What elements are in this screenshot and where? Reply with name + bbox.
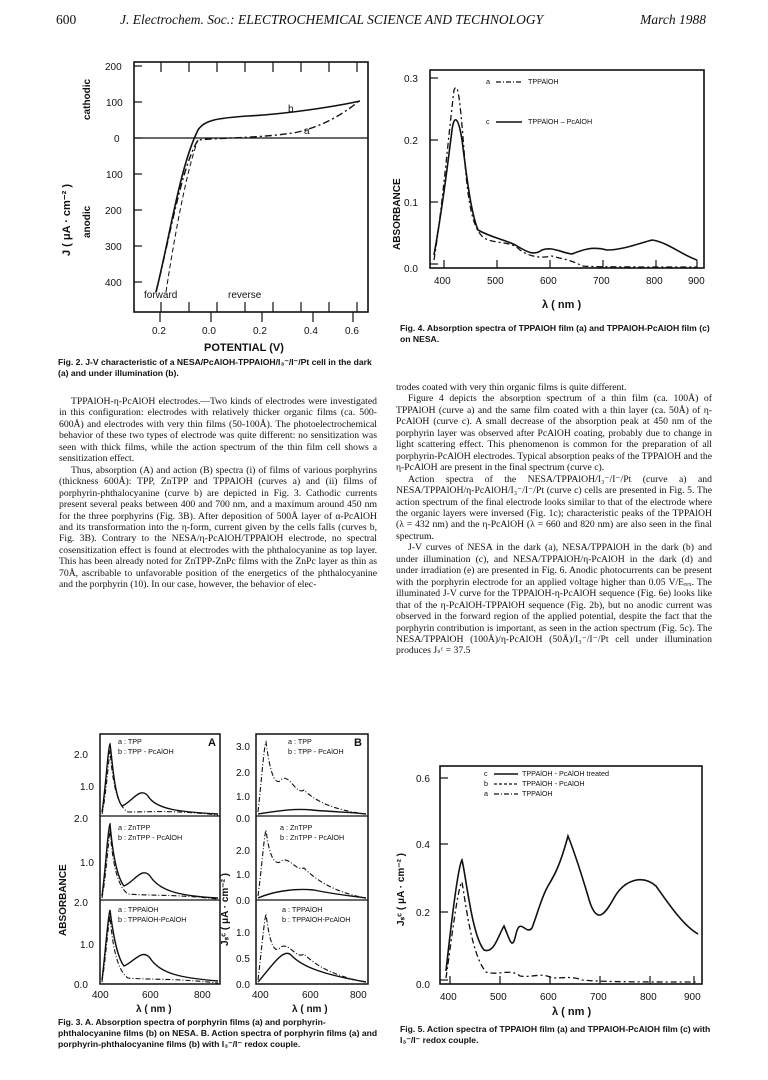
- fig5-ytick: 0.4: [416, 840, 430, 851]
- fig5-xtick: 800: [640, 992, 657, 1003]
- fig3-ytick: 1.0: [80, 782, 94, 793]
- fig2-label-a: a: [304, 126, 310, 137]
- fig3-xtick: 800: [194, 990, 211, 1001]
- fig5-legend-text: TPPAlOH - PcAlOH treated: [522, 769, 609, 778]
- page-number: 600: [56, 12, 77, 27]
- fig3-legend: a : TPP: [118, 737, 142, 746]
- fig2-ytick: 300: [105, 242, 122, 253]
- fig4-caption: Fig. 4. Absorption spectra of TPPAlOH film (a) and TPPAlOH-PcAlOH film (c) on NESA.: [400, 323, 710, 344]
- fig5-ytick: 0.0: [416, 980, 430, 991]
- fig5-xtick: 500: [490, 992, 507, 1003]
- fig2-ytick: 200: [105, 62, 122, 73]
- fig5-xtick: 900: [684, 992, 701, 1003]
- fig2-caption: Fig. 2. J-V characteristic of a NESA/PcAlOH-TPPAlOH/I₃⁻/I⁻/Pt cell in the dark (a) and under illumination (b).: [58, 357, 372, 378]
- fig4-xtick: 900: [688, 276, 705, 287]
- fig3-legend: a : ZnTPP: [280, 823, 313, 832]
- fig5-xtick: 400: [440, 992, 457, 1003]
- fig3-ytick: 2.0: [236, 768, 250, 779]
- fig3-legend: b : TPP - PcAlOH: [118, 747, 174, 756]
- fig3-ytick: 0.0: [236, 814, 250, 825]
- fig2-reverse: reverse: [228, 290, 262, 301]
- fig4-xlabel: λ ( nm ): [542, 299, 582, 311]
- fig2-xtick: 0.4: [304, 326, 318, 337]
- fig2-ytick: 200: [105, 206, 122, 217]
- fig4-curve-c: [434, 120, 697, 260]
- fig3-legend: a : TPPAlOH: [118, 905, 159, 914]
- fig2-xtick: 0.0: [202, 326, 216, 337]
- fig4-ytick: 0.0: [404, 264, 418, 275]
- fig2-ytick: 100: [106, 170, 123, 181]
- fig4-xtick: 400: [434, 276, 451, 287]
- paragraph: TPPAlOH-η-PcAlOH electrodes.—Two kinds of electrodes were investigated in this configuration: electrodes with relatively thicker organic films (ca. 500-600Å) and electrodes with very thin films (50-100Å). The photoelectrochemical behavior of these two types of electrode was quite different: no sensitization was seen with thick films, while the action spectrum of the thin film cell shows a sensitization effect.: [59, 396, 377, 465]
- fig3-ytick: 3.0: [236, 742, 250, 753]
- fig2-curve-b: [156, 101, 360, 292]
- fig5-legend-key: c: [484, 769, 488, 778]
- fig3-ylabel-a: ABSORBANCE: [58, 864, 69, 936]
- fig3-xtick: 400: [92, 990, 109, 1001]
- fig3-ytick: 1.0: [236, 870, 250, 881]
- fig3-ylabel-b: Jₛᶜ ( μA · cm⁻² ): [220, 872, 231, 946]
- fig3-legend: a : ZnTPP: [118, 823, 151, 832]
- fig3-legend: b : TPPAlOH-PcAlOH: [282, 915, 351, 924]
- fig4-legend-text: TPPAlOH: [528, 77, 559, 86]
- fig2-cathodic: cathodic: [82, 78, 93, 120]
- paragraph: J-V curves of NESA in the dark (a), NESA/TPPAlOH in the dark (b) and under illumination (c), and NESA/TPPAlOH/η-PcAlOH in the dark (d) and under irradiation (e) are presented in Fig. 6. Anodic photocurrents can be present with the porphyrin electrode for an applied voltage higher than 0.05 V/Eᵣₑₓ. The illuminated J-V curve for the TPPAlOH-η-PcAlOH sequence (Fig. 6e) looks like that of the η-PcAlOH-TPPAlOH sequence (Fig. 2b), but no anodic current was observed in the forward region of the applied potential, despite the fact that the porphyrin contribution is important, as seen in the action spectrum (Fig. 5c). The NESA/TPPAlOH (100Å)/η-PcAlOH (50Å)/I₃⁻/I⁻/Pt cell under illumination produces Jₛᶜ = 37.5: [396, 542, 712, 657]
- fig4-ytick: 0.3: [404, 74, 418, 85]
- fig4-xtick: 800: [646, 276, 663, 287]
- fig5-legend-text: TPPAlOH: [522, 789, 553, 798]
- fig3-legend: a : TPPAlOH: [282, 905, 323, 914]
- fig3-spectra-plot: [52, 726, 382, 1016]
- right-column-text: [396, 382, 712, 657]
- left-column-text: [59, 396, 377, 591]
- fig3-ytick: 2.0: [74, 898, 88, 909]
- fig2-xlabel: POTENTIAL (V): [204, 342, 284, 354]
- paragraph: trodes coated with very thin organic films is quite different.: [396, 382, 627, 393]
- fig3-xtick: 600: [142, 990, 159, 1001]
- fig3-ytick: 0.0: [74, 980, 88, 991]
- fig3-ytick: 1.0: [80, 940, 94, 951]
- fig5-ylabel: Jₛᶜ ( μA · cm⁻² ): [396, 852, 407, 926]
- fig5-action-plot: [392, 756, 718, 1018]
- fig3-xtick: 600: [302, 990, 319, 1001]
- fig2-xtick: 0.2: [152, 326, 166, 337]
- fig4-ytick: 0.1: [404, 198, 418, 209]
- fig2-xtick: 0.6: [345, 326, 359, 337]
- fig3-ytick: 2.0: [74, 750, 88, 761]
- fig3-ytick: 0.5: [236, 954, 250, 965]
- fig2-label-b: b: [288, 104, 294, 115]
- fig4-curve-a: [434, 88, 697, 268]
- fig3-legend: b : ZnTPP - PcAlOH: [280, 833, 345, 842]
- fig3-ytick: 1.0: [80, 858, 94, 869]
- fig3-ytick: 1.0: [236, 792, 250, 803]
- fig5-legend-text: TPPAlOH - PcAlOH: [522, 779, 585, 788]
- fig4-xtick: 700: [593, 276, 610, 287]
- fig5-xtick: 700: [590, 992, 607, 1003]
- journal-title: J. Electrochem. Soc.: ELECTROCHEMICAL SCIENCE AND TECHNOLOGY: [120, 12, 544, 27]
- fig4-ytick: 0.2: [404, 136, 418, 147]
- fig4-legend-key: c: [486, 117, 490, 126]
- fig3-xtick: 400: [252, 990, 269, 1001]
- fig4-absorbance-plot: [392, 60, 716, 325]
- fig5-curve-c: [446, 836, 698, 971]
- fig5-ytick: 0.2: [416, 908, 430, 919]
- fig5-legend-key: a: [484, 789, 488, 798]
- fig2-ytick: 100: [106, 98, 123, 109]
- paragraph: Thus, absorption (A) and action (B) spectra (i) of films of various porphyrins (thickness 600Å): TPP, ZnTPP and TPPAlOH (curves a) and (ii) films of porphyrin-phthalocyanine (curve b) are depicted in Fig. 3. Cathodic currents present several peaks between 400 and 700 nm, and a maximum around 450 nm for the three porphyrins (Fig. 3B). After deposition of 500Å layer of α-PcAlOH and its transformation into the η-form, current given by the cells falls (curves b, Fig. 3B). Contrary to the NESA/η-PcAlOH/TPPAlOH electrode, no spectral cosensitization effect is found at electrodes with the phthalocyanine as top layer. This has been already noted for ZnTPP-ZnPc films with the ZnPc layer as thin as 70Å, ascribable to unfavorable position of the energetics of the phthalocyanine and the porphyrin (10). In our case, however, the behavior of elec-: [59, 464, 377, 591]
- issue-date: March 1988: [640, 12, 706, 27]
- fig3-ytick: 0.0: [236, 896, 250, 907]
- fig4-legend-key: a: [486, 77, 490, 86]
- fig2-curve-a: [156, 102, 358, 292]
- fig4-xtick: 600: [540, 276, 557, 287]
- fig4-xtick: 500: [487, 276, 504, 287]
- fig3-legend: b : TPPAlOH-PcAlOH: [118, 915, 187, 924]
- fig2-jv-plot: [48, 56, 378, 356]
- fig2-ytick: 0: [114, 134, 120, 145]
- fig4-ylabel: ABSORBANCE: [392, 178, 403, 250]
- fig3-ytick: 0.0: [236, 980, 250, 991]
- fig5-xtick: 600: [540, 992, 557, 1003]
- fig3-legend: a : TPP: [288, 737, 312, 746]
- fig2-anodic: anodic: [82, 205, 93, 238]
- fig3-panel-a: A: [208, 737, 216, 749]
- fig3-ytick: 1.0: [236, 928, 250, 939]
- fig3-legend: b : ZnTPP - PcAlOH: [118, 833, 183, 842]
- fig3-xlabel: λ ( nm ): [136, 1004, 172, 1015]
- fig2-ylabel: J ( μA · cm⁻² ): [61, 183, 73, 256]
- fig3-panel-b: B: [354, 737, 362, 749]
- fig3-xlabel: λ ( nm ): [292, 1004, 328, 1015]
- fig5-ytick: 0.6: [416, 774, 430, 785]
- fig3-legend: b : TPP - PcAlOH: [288, 747, 344, 756]
- fig4-legend-text: TPPAlOH – PcAlOH: [528, 117, 593, 126]
- fig5-legend-key: b: [484, 779, 488, 788]
- fig3-ytick: 2.0: [74, 814, 88, 825]
- fig5-caption: Fig. 5. Action spectra of TPPAlOH film (a) and TPPAlOH-PcAlOH film (c) with I₃⁻/I⁻ redox couple.: [400, 1024, 711, 1045]
- fig2-forward: forward: [144, 290, 178, 301]
- fig3-xtick: 800: [350, 990, 367, 1001]
- fig3-ytick: 2.0: [236, 846, 250, 857]
- paragraph: Figure 4 depicts the absorption spectrum of a thin film (ca. 100Å) of TPPAlOH (curve a) and the same film coated with a thin layer (ca. 50Å) of η-PcAlOH (curve c). A small decrease of the absorption peak at 450 nm of the porphyrin layer was observed after PcAlOH coating, probably due to change in light scattering effect. This phenomenon is common for the preparation of all porphyrin-PcAlOH electrodes. Typical absorption peaks of the TPPAlOH and the η-PcAlOH are present in the final spectrum (curve c).: [396, 393, 712, 474]
- fig2-xtick: 0.2: [253, 326, 267, 337]
- fig5-curve-a: [446, 882, 698, 982]
- fig2-ytick: 400: [105, 278, 122, 289]
- paragraph: Action spectra of the NESA/TPPAlOH/I₃⁻/I⁻/Pt (curve a) and NESA/TPPAlOH/η-PcAlOH/I₃⁻/I⁻/Pt (curve c) cells are presented in Fig. 5. The action spectrum of the final electrode looks similar to that of the electrode where the organic layers were inversed (Fig. 1c); characteristic peaks of the TPPAlOH (λ = 432 nm) and the η-PcAlOH (λ = 660 and 820 nm) are also seen in the final spectrum.: [396, 473, 712, 542]
- fig3-caption: Fig. 3. A. Absorption spectra of porphyrin films (a) and porphyrin-phthalocyanine films (b) on NESA. B. Action spectra of porphyrin films (a) and porphyrin-phthalocyanine films (b) with I₃⁻/I⁻ redox couple.: [58, 1017, 378, 1049]
- fig5-xlabel: λ ( nm ): [552, 1006, 592, 1018]
